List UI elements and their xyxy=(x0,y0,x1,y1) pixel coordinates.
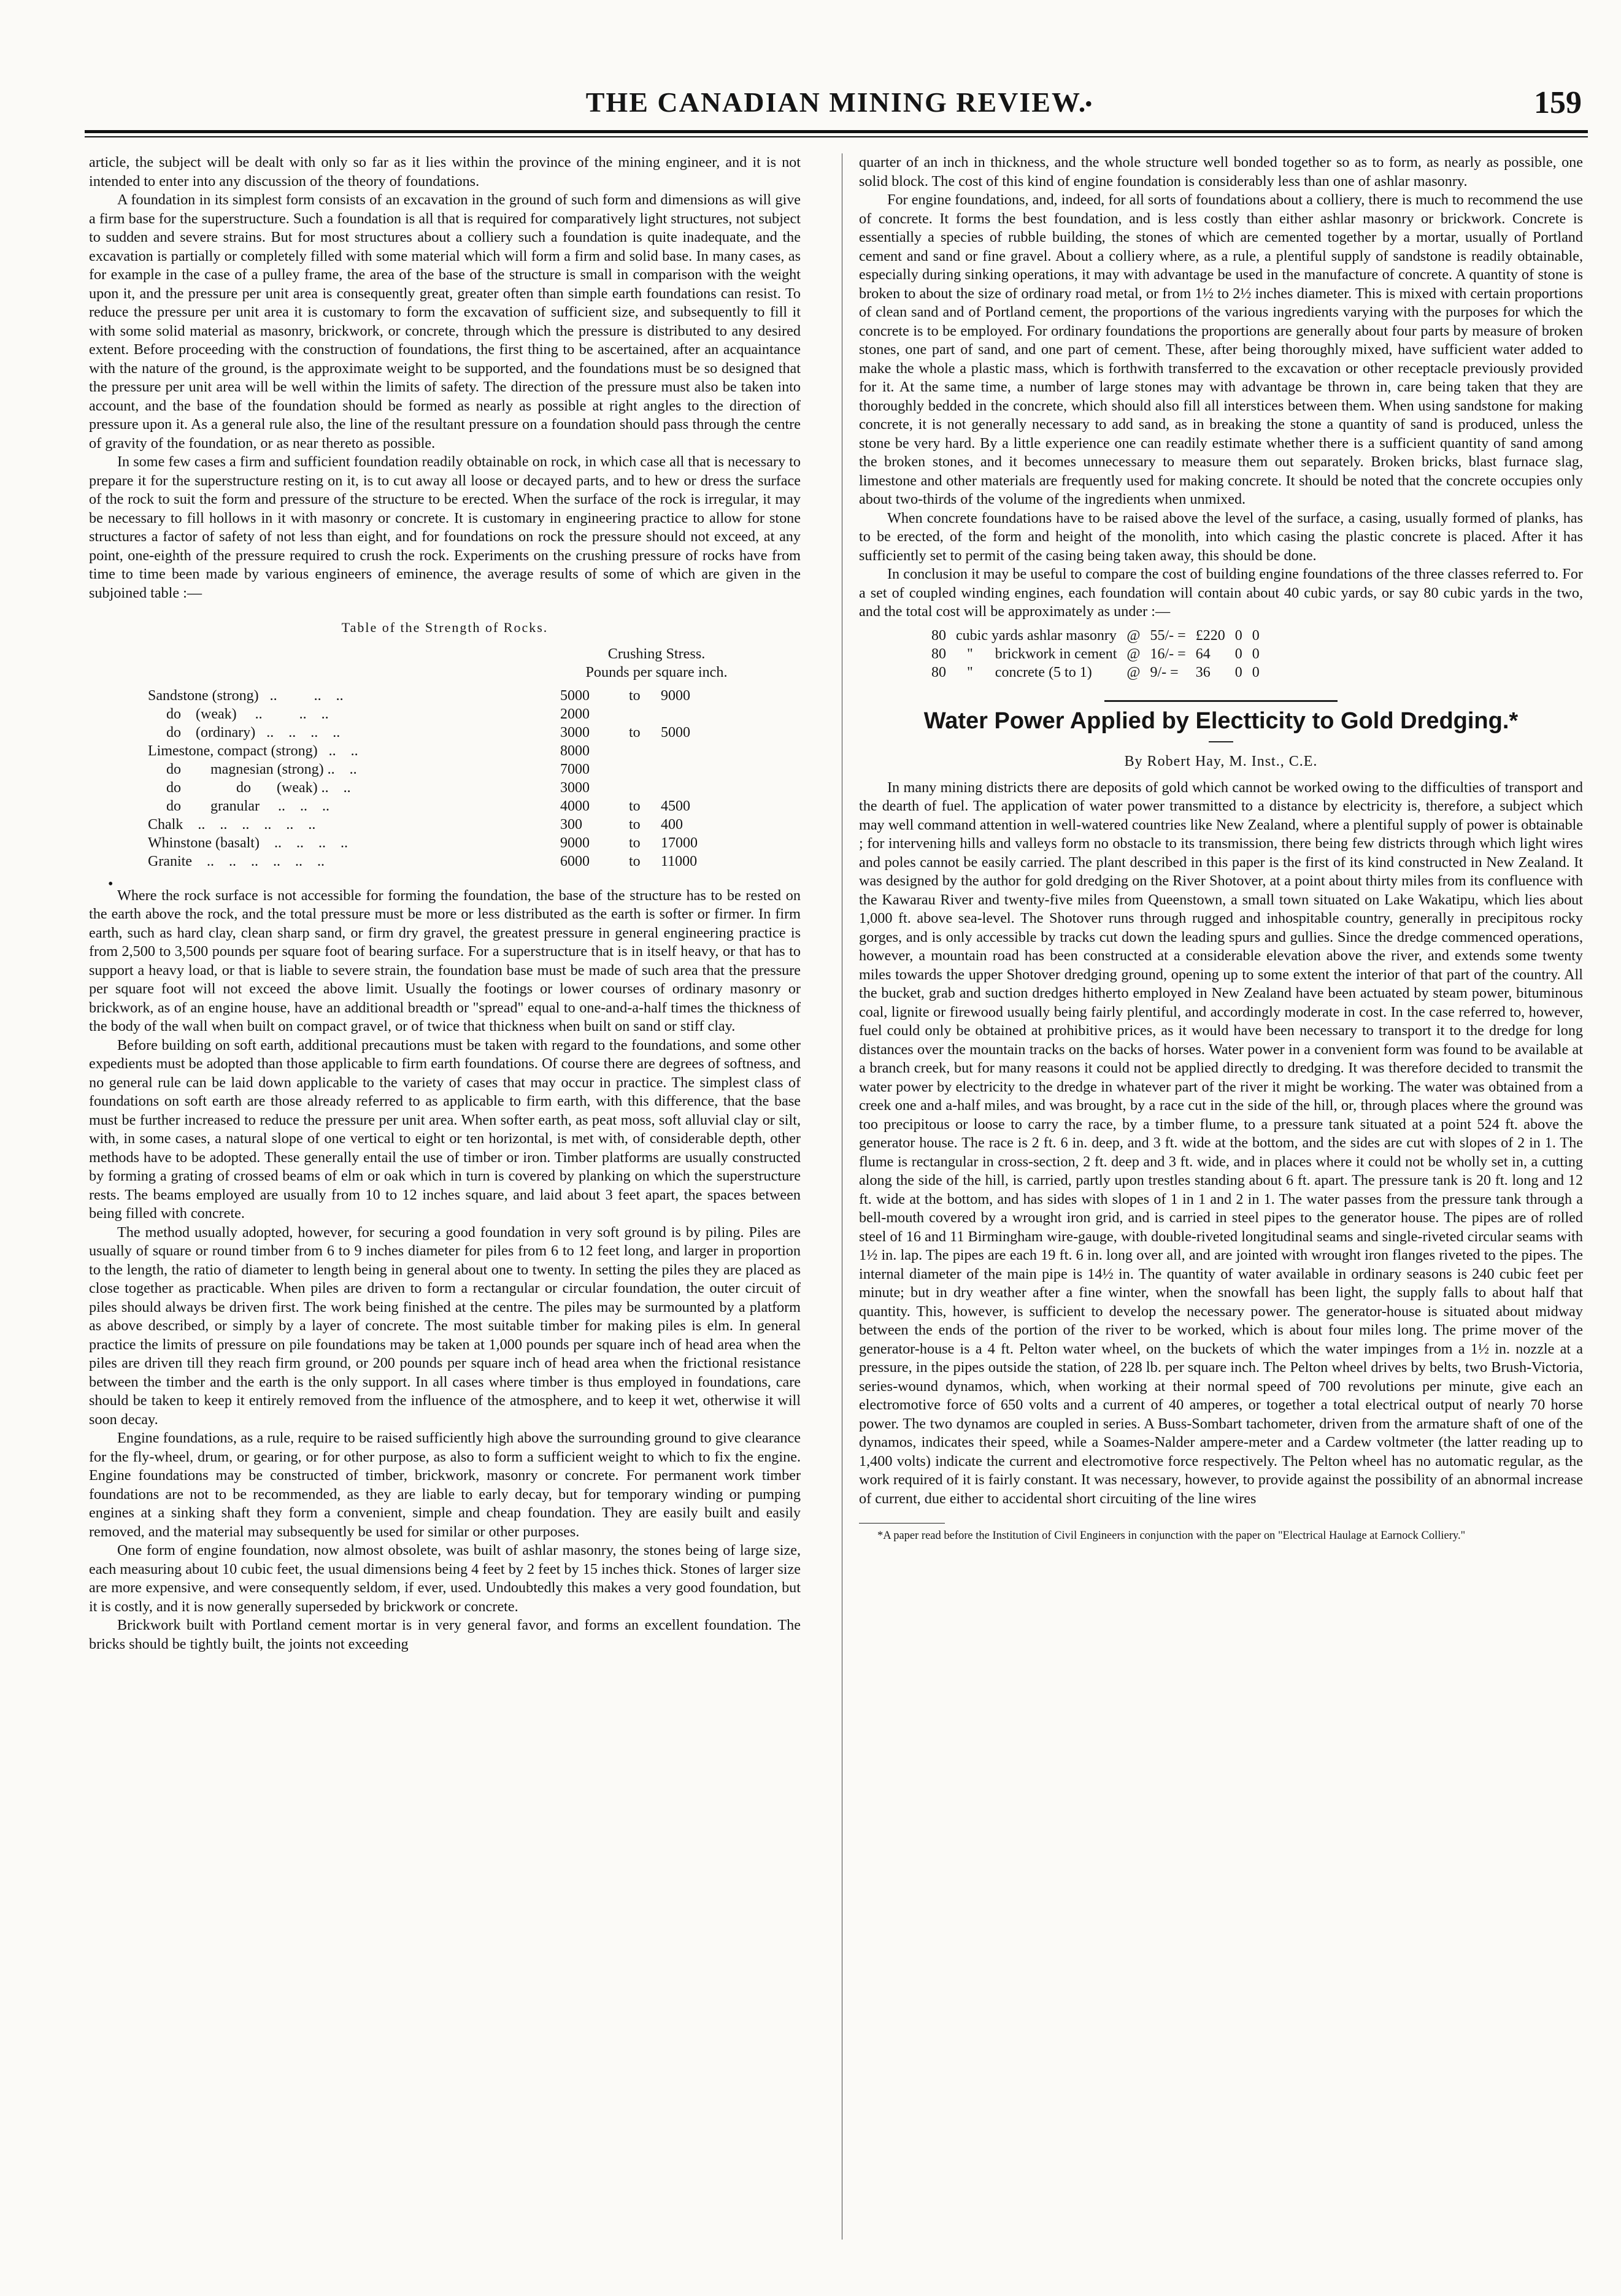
stress-low: 3000 xyxy=(560,724,590,741)
stress-low: 8000 xyxy=(560,742,590,759)
table-row xyxy=(144,723,732,742)
stress-low: 5000 xyxy=(560,687,590,704)
table-row xyxy=(144,687,732,705)
stress-to: to xyxy=(629,834,641,851)
stress-low: 2000 xyxy=(560,706,590,722)
page-header xyxy=(85,80,1588,129)
stress-high: 4500 xyxy=(661,798,690,814)
stress-high: 9000 xyxy=(661,687,690,704)
rock-name: do magnesian (strong) .. .. xyxy=(148,761,357,777)
stress-low: 7000 xyxy=(560,761,590,777)
stress-to xyxy=(625,742,657,760)
cost-qty: 80 xyxy=(931,627,946,644)
paragraph: Brickwork built with Portland cement mortar is in very general favor, and forms an excellent foundation. The bricks should be tightly built, the joints not exceeding xyxy=(89,1617,801,1652)
paragraph: One form of engine foundation, now almost obsolete, was built of ashlar masonry, the stones being of large size, each measuring about 10 cubic feet, the usual dimensions being 4 feet by 2 feet by 15 inches thick. Stones of larger size are more expensive, and were consequently seldom, if ever, used. Undoubtedly this makes a very good foundation, but it is costly, and it is now generally superseded by brickwork or concrete. xyxy=(89,1542,801,1615)
paragraph: A foundation in its simplest form consists of an excavation in the ground of such form and dimensions as will give a firm base for the superstructure. Such a foundation is all that is required for comparatively light structures, not subject to sudden and severe strains. But for most structures about a colliery such a foundation is quite inadequate, and the excavation is partially or completely filled with some material which will form a firm and solid base. In many cases, as for example in the case of a pulley frame, the area of the base of the structure is small in comparison with the weight upon it, and the pressure per unit area is consequently great, greater often than simple earth foundations can resist. To reduce the pressure per unit area it is customary to form the excavation of sufficient size, and subsequently to fill it with some solid material as masonry, brickwork, or concrete, through which the pressure is distributed to any desired extent. Before proceeding with the construction of foundations, the first thing to be ascertained, after an acquaintance with the nature of the ground, is the approximate weight to be supported, and the foundations must be so designed that the pressure per unit area will be well within the limits of safety. The direction of the pressure must also be taken into account, and the base of the foundation should be formed as nearly as possible at right angles to the direction of pressure upon it. As a general rule also, the line of the resultant pressure on a foundation should pass through the centre of gravity of the foundation, or as near thereto as possible. xyxy=(89,191,801,452)
cost-desc: " brickwork in cement xyxy=(956,645,1117,662)
rock-table-title: Table of the Strength of Rocks. xyxy=(341,620,549,635)
stress-low: 6000 xyxy=(560,853,590,869)
cost-pence: 0 xyxy=(1252,645,1260,662)
table-row xyxy=(926,626,1265,645)
stress-to xyxy=(625,779,657,797)
cost-qty: 80 xyxy=(931,645,946,662)
cost-rate: 55/- = xyxy=(1150,627,1186,644)
article-title: Water Power Applied by Electticity to Gold Dredging.* xyxy=(923,707,1519,734)
stress-high: 17000 xyxy=(661,834,698,851)
paragraph: In many mining districts there are deposits of gold which cannot be worked owing to the difficulties of transport and the dearth of fuel. The application of water power transmitted to a distance by electricity is, therefore, a subject which may well command attention in well-watered countries like New Zealand, where a plentiful supply of power is obtainable ; for intervening hills and valleys form no obstacle to its transmission, there being few districts through which light wires and poles cannot be easily carried. The plant described in this paper is the first of its kind constructed in New Zealand. It was designed by the author for gold dredging on the River Shotover, at a point about thirty miles from its confluence with the Kawarau River and twenty-five miles from Queenstown, a small town situated on Lake Wakatipu, which lies about 1,000 ft. above sea-level. The Shotover runs through rugged and inhospitable country, generally in precipitous rocky gorges, and is only accessible by tracks cut down the leading spurs and gullies. Since the dredge commenced operations, however, a mountain road has been constructed at a considerable elevation above the river, and extends some twenty miles towards the upper Shotover dredging ground, opening up to some extent the interior of that part of the country. All the bucket, grab and suction dredges hitherto employed in New Zealand have been actuated by steam power, bituminous coal, lignite or firewood usually being fairly plentiful, and accordingly moderate in cost. In the case referred to, however, fuel could only be obtained at prohibitive prices, as it would have been necessary to transport it to the dredge for long distances over the mountain tracks on the backs of horses. Water power in a convenient form was found to be available at a branch creek, but for many reasons it could not be applied directly to dredging. It was therefore decided to transmit the water power by electricity to the dredge in whatever part of the river it might be working. The water was obtained from a creek one and a-half miles, and was brought, by a race cut in the side of the hill, or, through places where the ground was too precipitous or loose to carry the race, by a timber flume, to a pressure tank situated at a point 524 ft. above the generator house. The race is 2 ft. 6 in. deep, and 3 ft. wide at the bottom, and the sides are cut with slopes of 2 in 1. The flume is rectangular in cross-section, 2 ft. deep and 3 ft. wide, and in places where it could not be wholly set in, a cutting along the side of the hill, is carried, partly upon trestles standing about 6 ft. apart. The pressure tank is 20 ft. long and 12 ft. wide at the bottom, and has sides with slopes of 1 in 1 and 2 in 1. The water passes from the pressure tank through a bell-mouth covered by a wrought iron grid, and is carried in steel pipes to the generator house. The pipes are of rolled steel of 16 and 11 Birmingham wire-gauge, with double-riveted longitudinal seams and single-riveted circular seams with 1½ in. lap. The pipes are each 19 ft. 6 in. long over all, and are jointed with wrought iron flanges riveted to the pipes. The internal diameter of the main pipe is 14½ in. The quantity of water available in ordinary seasons is 240 cubic feet per minute; but in dry weather after a fine winter, when the snowfall has been light, the supply falls to about half that quantity. This, however, is sufficient to develop the necessary power. The generator-house is situated about midway between the ends of the portion of the river to be worked, which is about four miles long. The prime mover of the generator-house is a 4 ft. Pelton water wheel, on the buckets of which the water impinges from a 1½ in. nozzle at a pressure, in the pipes outside the station, of 228 lb. per square inch. The Pelton wheel drives by belts, two Brush-Victoria, series-wound dynamos, which, when working at their normal speed of 700 revolutions per minute, give each an electromotive force of 650 volts and a current of 40 amperes, or together a total electrical output of nearly 70 horse power. The two dynamos are coupled in series. A Buss-Sombart tachometer, driven from the armature shaft of one of the dynamos, indicates their speed, while a Soames-Nalder ampere-meter and a Cardew voltmeter (the latter reading up to 1,400 volts) indicate the current and electromotive force respectively. The Pelton wheel has no automatic regular, as the work required of it is fairly constant. It was necessary, however, to provide against the possibility of an abnormal increase of current, due either to accidental short circuiting of the line wires xyxy=(859,779,1583,1507)
cost-table xyxy=(926,626,1265,682)
header-rule-thick xyxy=(85,130,1588,133)
cost-at: @ xyxy=(1126,664,1141,680)
paragraph: Where the rock surface is not accessible for forming the foundation, the base of the structure has to be rested on the earth above the rock, and the total pressure must be more or less distributed as the earth is softer or firmer. In firm earth, such as hard clay, clean sharp sand, or firm dry gravel, the greatest pressure in general engineering practice is from 2,500 to 3,500 pounds per square foot of bearing surface. For a superstructure that is in itself heavy, or that has to support a heavy load, or that is liable to severe strain, the foundation base must be made of such area that the pressure per square foot will not exceed the above limit. Usually the footings or lower courses of ordinary masonry or brickwork, as of an engine house, have an additional breadth or "spread" equal to one-and-a-half times the thickness of the body of the wall when built on compact gravel, or of twice that thickness when built on sand or stiff clay. xyxy=(89,887,801,1034)
paragraph: The method usually adopted, however, for securing a good foundation in very soft ground is by piling. Piles are usually of square or round timber from 6 to 9 inches diameter for piles from 6 to 12 feet long, and larger in proportion to the length, the ratio of diameter to length being in general about one to twenty. In setting the piles they are placed as close together as practicable. When piles are driven to form a rectangular or circular foundation, the outer circuit of piles should always be driven first. The work being finished at the centre. The piles may be surmounted by a platform as above described, or simply by a layer of concrete. The most suitable timber for making piles is elm. In general practice the limits of pressure on pile foundations may be taken at 1,000 pounds per square inch of head area when the piles are driven till they reach firm ground, or 200 pounds per square inch of head area when the frictional resistance between the timber and the earth is the only support. In all cases where timber is thus employed in foundations, care should be taken to keep it entirely removed from the influence of the atmosphere, and to keep it wet, otherwise it will soon decay. xyxy=(89,1223,801,1428)
cost-rate: 9/- = xyxy=(1150,664,1179,680)
rock-name: do (ordinary) .. .. .. .. xyxy=(148,724,341,741)
paragraph: Engine foundations, as a rule, require to be raised sufficiently high above the surrounding ground to give clearance for the fly-wheel, drum, or gearing, or for other purpose, as also to form a sufficient weight to which to fix the engine. Engine foundations may be constructed of timber, brickwork, masonry or concrete. For permanent work timber foundations are not to be recommended, as they are liable to early decay, but for temporary winding or pumping engines at a sinking shaft they form a convenient, simple and cheap foundation. They are easily built and easily removed, and the material may subsequently be used for similar or other purposes. xyxy=(89,1430,801,1540)
cost-qty: 80 xyxy=(931,664,946,680)
right-column xyxy=(859,153,1583,2240)
table-row xyxy=(144,760,732,779)
cost-pence: 0 xyxy=(1252,627,1260,644)
header-rule-thin xyxy=(85,136,1588,137)
table-row xyxy=(144,834,732,852)
paragraph: article, the subject will be dealt with only so far as it lies within the province of the mining engineer, and it is not intended to enter into any discussion of the theory of foundations. xyxy=(89,154,801,190)
title-rule xyxy=(1209,741,1233,742)
cost-shillings: 0 xyxy=(1234,645,1242,662)
cost-desc: " concrete (5 to 1) xyxy=(956,664,1092,680)
stress-to xyxy=(625,705,657,723)
stress-low: 4000 xyxy=(560,798,590,814)
margin-bullet: • xyxy=(108,876,114,892)
table-row xyxy=(144,742,732,760)
table-row xyxy=(144,815,732,834)
cost-pounds: £220 xyxy=(1195,627,1225,644)
cost-desc: cubic yards ashlar masonry xyxy=(956,627,1117,644)
cost-pounds: 36 xyxy=(1195,664,1211,680)
rock-name: do granular .. .. .. xyxy=(148,798,329,814)
paragraph: In conclusion it may be useful to compare the cost of building engine foundations of the three classes referred to. For a set of coupled winding engines, each foundation will contain about 40 cubic yards, or say 80 cubic yards in the two, and the total cost will be approximately as under :— xyxy=(859,566,1583,620)
stress-high xyxy=(657,779,732,797)
cost-pounds: 64 xyxy=(1195,645,1211,662)
rock-name: Whinstone (basalt) .. .. .. .. xyxy=(148,834,348,851)
table-row xyxy=(144,797,732,815)
stress-to: to xyxy=(629,816,641,833)
cost-at: @ xyxy=(1126,645,1141,662)
rock-name: Limestone, compact (strong) .. .. xyxy=(148,742,358,759)
cost-rate: 16/- = xyxy=(1150,645,1186,662)
rock-table-head-2: Pounds per square inch. xyxy=(585,663,728,680)
cost-pence: 0 xyxy=(1252,664,1260,680)
article-byline: By Robert Hay, M. Inst., C.E. xyxy=(1124,753,1318,769)
table-row xyxy=(926,645,1265,663)
header-bullet: • xyxy=(1085,91,1093,116)
rock-table-head-1: Crushing Stress. xyxy=(607,645,706,662)
cost-shillings: 0 xyxy=(1234,627,1242,644)
cost-at: @ xyxy=(1126,627,1141,644)
page-number: 159 xyxy=(1534,85,1582,120)
journal-title: THE CANADIAN MINING REVIEW. xyxy=(585,87,1087,118)
rock-name: Granite .. .. .. .. .. .. xyxy=(148,853,325,869)
paragraph: Before building on soft earth, additional precautions must be taken with regard to the foundations, and some other expedients must be adopted than those applicable to firm earth foundations. Of course there are degrees of softness, and no general rule can be laid down applicable to the variety of cases that may occur in practice. The simplest class of foundations on soft earth are those already referred to as applicable to firm earth, with this difference, that the base must be further increased to reduce the pressure per unit area. When softer earth, as peat moss, soft alluvial clay or silt, with, in some cases, a natural slope of one vertical to eight or ten horizontal, is met with, of considerable depth, other methods have to be adopted. These generally entail the use of timber or iron. Timber platforms are usually constructed by forming a grating of crossed beams of elm or oak which in turn is covered by planking on which the superstructure rests. The beams employed are usually from 10 to 12 inches square, and laid about 3 feet apart, the spaces between being filled with concrete. xyxy=(89,1036,801,1222)
footnote-rule xyxy=(859,1523,945,1524)
stress-to: to xyxy=(629,853,641,869)
footnote: *A paper read before the Institution of Civil Engineers in conjunction with the paper on "Electrical Haulage at Earnock Colliery." xyxy=(877,1530,1466,1542)
paragraph: For engine foundations, and, indeed, for all sorts of foundations about a colliery, there is much to recommend the use of concrete. It forms the best foundation, and is less costly than either ashlar masonry or brickwork. Concrete is essentially a species of rubble building, the stones of which are cemented together by a mortar, usually of Portland cement and sand or fine gravel. About a colliery where, as a rule, a plentiful supply of sandstone is readily obtainable, especially during sinking operations, it may with advantage be used in the manufacture of concrete. A quantity of stone is broken to about the size of ordinary road metal, or from 1½ to 2½ inches diameter. This is mixed with certain proportions of clean sand and of Portland cement, the proportions of the various ingredients varying with the purposes for which the concrete is to be employed. For ordinary foundations the proportions are generally about four parts by measure of broken stones, one part of sand, and one part of cement. These, after being thoroughly mixed, have sufficient water added to make the whole a plastic mass, which is forthwith transferred to the excavation or other receptacle previously provided for it. At the same time, a number of large stones may with advantage be thrown in, care being taken that they are thoroughly bedded in the concrete, which should also fill all interstices between them. When using sandstone for making concrete, it is not generally necessary to add sand, as in breaking the stone a quantity of sand is produced, unless the stone be very hard. By a little experience one can readily estimate whether there is a sufficient quantity of sand among the broken stones, and it becomes unnecessary to measure them out separately. Broken bricks, blast furnace slag, limestone and other materials are frequently used for making concrete. It should be noted that the concrete occupies only about two-thirds of the volume of the ingredients when unmixed. xyxy=(859,191,1583,507)
stress-high xyxy=(657,705,732,723)
table-row xyxy=(144,779,732,797)
rock-name: do (weak) .. .. .. xyxy=(148,706,329,722)
stress-high: 400 xyxy=(661,816,683,833)
table-row xyxy=(144,852,732,871)
paragraph: In some few cases a firm and sufficient foundation readily obtainable on rock, in which case all that is necessary to prepare it for the superstructure resting on it, is to cut away all loose or decayed parts, and to hew or dress the surface of the rock to suit the form and pressure of the structure to be erected. When the surface of the rock is irregular, it may be necessary to fill hollows in it with masonry or concrete. It is customary in engineering practice to allow for stone structures a factor of safety of not less than eight, and for foundations on rock the pressure should not exceed, at any point, one-eighth of the pressure required to crush the rock. Experiments on the crushing pressure of rocks have from time to time been made by various engineers of eminence, the average results of some of which are given in the subjoined table :— xyxy=(89,453,801,601)
rock-name: Chalk .. .. .. .. .. .. xyxy=(148,816,316,833)
section-rule xyxy=(1104,700,1338,702)
cost-shillings: 0 xyxy=(1234,664,1242,680)
stress-high: 11000 xyxy=(661,853,698,869)
stress-low: 3000 xyxy=(560,779,590,796)
stress-high xyxy=(657,742,732,760)
stress-to: to xyxy=(629,798,641,814)
paragraph: quarter of an inch in thickness, and the whole structure well bonded together so as to form, as nearly as possible, one solid block. The cost of this kind of engine foundation is considerably less than one of ashlar masonry. xyxy=(859,154,1583,190)
stress-high xyxy=(657,760,732,779)
rock-name: do do (weak) .. .. xyxy=(148,779,351,796)
paragraph: When concrete foundations have to be raised above the level of the surface, a casing, usually formed of planks, has to be erected, of the form and height of the monolith, into which casing the plastic concrete is placed. After it has sufficiently set to permit of the casing being taken away, this should be done. xyxy=(859,509,1583,564)
table-row xyxy=(144,705,732,723)
stress-to: to xyxy=(629,724,641,741)
left-column xyxy=(89,153,801,2240)
stress-to xyxy=(625,760,657,779)
table-row xyxy=(926,663,1265,682)
stress-high: 5000 xyxy=(661,724,690,741)
stress-to: to xyxy=(629,687,641,704)
rock-name: Sandstone (strong) .. .. .. xyxy=(148,687,344,704)
stress-low: 9000 xyxy=(560,834,590,851)
rock-strength-table xyxy=(144,687,732,871)
stress-low: 300 xyxy=(560,816,582,833)
